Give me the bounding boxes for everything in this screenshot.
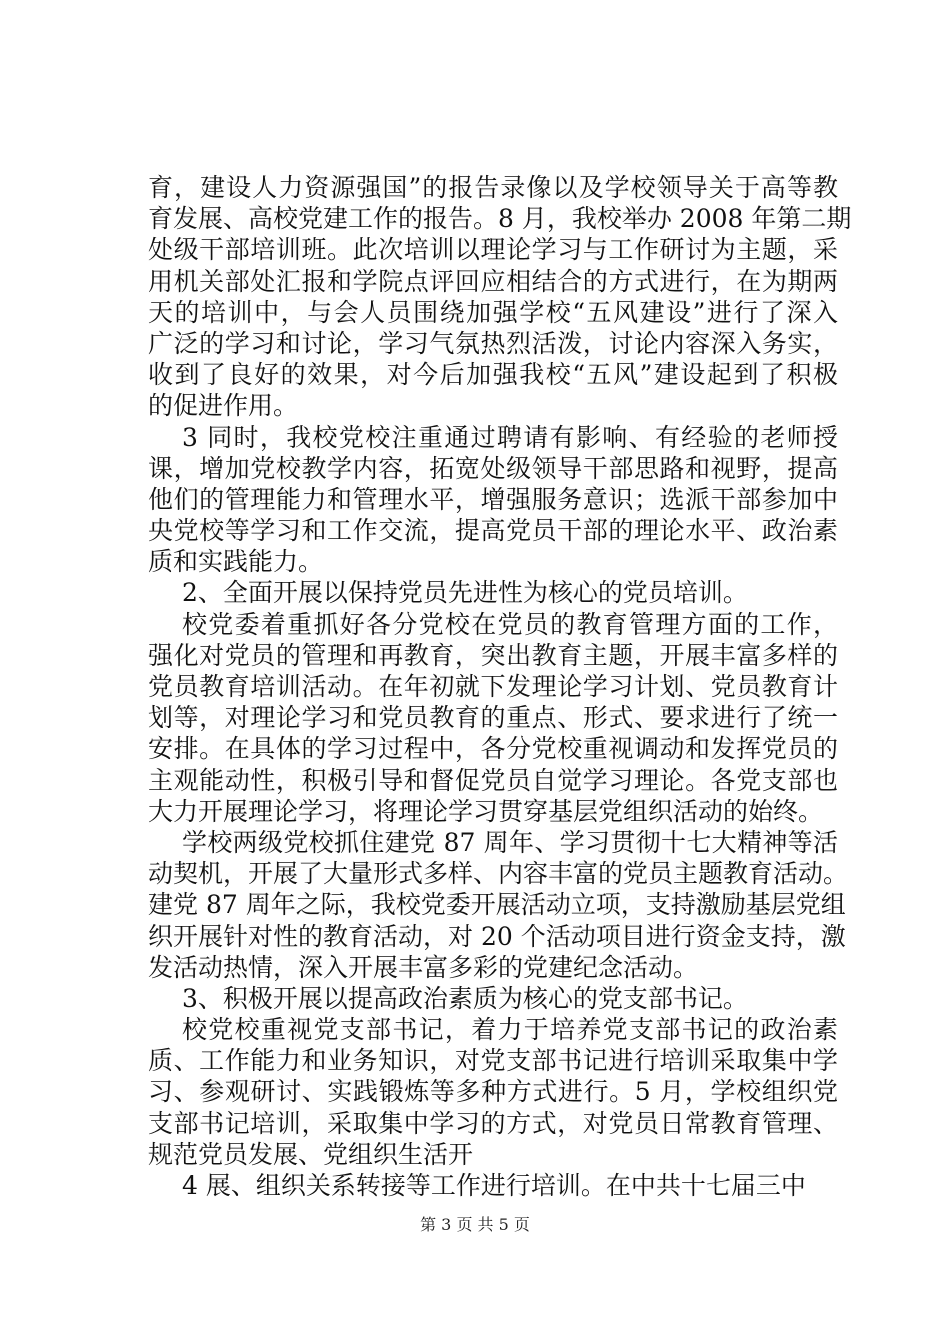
text-line: 织开展针对性的教育活动，对 20 个活动项目进行资金支持，激 [148, 921, 846, 951]
text-line: 他们的管理能力和管理水平，增强服务意识；选派干部参加中 [148, 484, 838, 514]
text-line: 大力开展理论学习，将理论学习贯穿基层党组织活动的始终。 [148, 796, 824, 826]
text-line: 质和实践能力。 [148, 547, 324, 577]
section-heading: 2、全面开展以保持党员先进性为核心的党员培训。 [182, 578, 748, 608]
text-line: 3 同时，我校党校注重通过聘请有影响、有经验的老师授 [182, 422, 838, 452]
text-line: 校党校重视党支部书记，着力于培养党支部书记的政治素 [182, 1015, 838, 1045]
page-number-footer: 第 3 页 共 5 页 [420, 1215, 530, 1234]
document-body [148, 172, 852, 1201]
text-line: 育，建设人力资源强国”的报告录像以及学校领导关于高等教 [148, 173, 838, 202]
text-line: 天的培训中，与会人员围绕加强学校“五风建设”进行了深入 [148, 297, 838, 327]
text-line: 主观能动性，积极引导和督促党员自觉学习理论。各党支部也 [148, 765, 838, 795]
text-line: 学校两级党校抓住建党 87 周年、学习贯彻十七大精神等活 [182, 827, 838, 857]
text-line: 党员教育培训活动。在年初就下发理论学习计划、党员教育计 [148, 672, 838, 701]
text-line: 习、参观研讨、实践锻炼等多种方式进行。5 月，学校组织党 [148, 1077, 838, 1107]
text-line: 收到了良好的效果，对今后加强我校“五风”建设起到了积极 [148, 360, 838, 390]
text-line: 强化对党员的管理和再教育，突出教育主题，开展丰富多样的 [148, 640, 838, 670]
text-line: 动契机，开展了大量形式多样、内容丰富的党员主题教育活动。 [148, 859, 849, 889]
text-line: 支部书记培训，采取集中学习的方式，对党员日常教育管理、 [148, 1108, 838, 1138]
text-line: 划等，对理论学习和党员教育的重点、形式、要求进行了统一 [148, 703, 838, 733]
text-line: 央党校等学习和工作交流，提高党员干部的理论水平、政治素 [148, 516, 838, 546]
text-line: 处级干部培训班。此次培训以理论学习与工作研讨为主题，采 [148, 235, 838, 265]
text-line: 建党 87 周年之际，我校党委开展活动立项，支持激励基层党组 [148, 890, 846, 920]
text-line: 育发展、高校党建工作的报告。8 月，我校举办 2008 年第二期 [148, 204, 852, 234]
section-heading: 3、积极开展以提高政治素质为核心的党支部书记。 [182, 983, 748, 1013]
text-line: 质、工作能力和业务知识，对党支部书记进行培训采取集中学 [148, 1046, 838, 1076]
text-line: 安排。在具体的学习过程中，各分党校重视调动和发挥党员的 [148, 734, 838, 764]
text-line: 4 展、组织关系转接等工作进行培训。在中共十七届三中 [182, 1171, 806, 1200]
text-line: 规范党员发展、党组织生活开 [148, 1139, 474, 1169]
text-line: 用机关部处汇报和学院点评回应相结合的方式进行，在为期两 [148, 266, 838, 296]
text-line: 的促进作用。 [148, 391, 299, 421]
text-line: 课，增加党校教学内容，拓宽处级领导干部思路和视野，提高 [148, 453, 838, 483]
text-line: 校党委着重抓好各分党校在党员的教育管理方面的工作， [182, 609, 838, 639]
text-line: 发活动热情，深入开展丰富多彩的党建纪念活动。 [148, 952, 699, 982]
text-line: 广泛的学习和讨论，学习气氛热烈活泼，讨论内容深入务实， [148, 328, 838, 358]
